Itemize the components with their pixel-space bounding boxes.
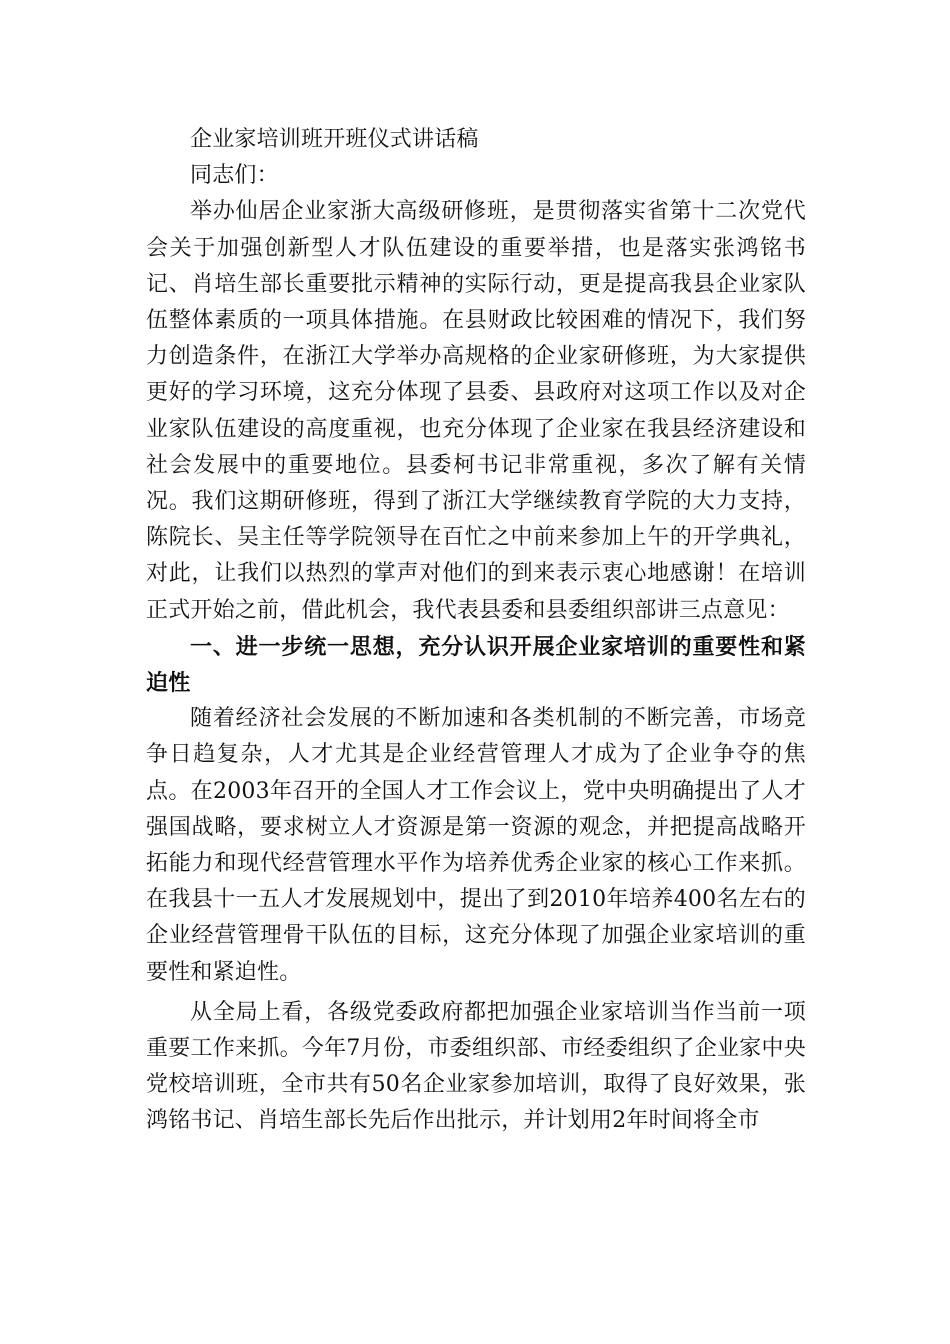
document-body <box>146 122 806 1140</box>
salutation: 同志们： <box>190 163 279 189</box>
document-title: 企业家培训班开班仪式讲话稿 <box>190 127 479 152</box>
paragraph-overall: 从全局上看，各级党委政府都把加强企业家培训当作当前一项重要工作来抓。今年7月份，市委组织部、市经委组织了企业家中央党校培训班，全市共有50名企业家参加培训，取得了良好效果，张鸿铭书记、肖培生部长先后作出批示，并计划用2年时间将全市 <box>146 999 806 1134</box>
paragraph-section-1: 随着经济社会发展的不断加速和各类机制的不断完善，市场竞争日趋复杂，人才尤其是企业经营管理人才成为了企业争夺的焦点。在2003年召开的全国人才工作会议上，党中央明确提出了人才强国战略，要求树立人才资源是第一资源的观念，并把提高战略开拓能力和现代经营管理水平作为培养优秀企业家的核心工作来抓。在我县十一五人才发展规划中，提出了到2010年培养400名左右的企业经营管理骨干队伍的目标，这充分体现了加强企业家培训的重要性和紧迫性。 <box>146 706 806 985</box>
paragraph-intro: 举办仙居企业家浙大高级研修班，是贯彻落实省第十二次党代会关于加强创新型人才队伍建设的重要举措，也是落实张鸿铭书记、肖培生部长重要批示精神的实际行动，更是提高我县企业家队伍整体素质的一项具体措施。在县财政比较困难的情况下，我们努力创造条件，在浙江大学举办高规格的企业家研修班，为大家提供更好的学习环境，这充分体现了县委、县政府对这项工作以及对企业家队伍建设的高度重视，也充分体现了企业家在我县经济建设和社会发展中的重要地位。县委柯书记非常重视，多次了解有关情况。我们这期研修班，得到了浙江大学继续教育学院的大力支持，陈院长、吴主任等学院领导在百忙之中前来参加上午的开学典礼，对此，让我们以热烈的掌声对他们的到来表示衷心地感谢！在培训正式开始之前，借此机会，我代表县委和县委组织部讲三点意见： <box>146 199 806 623</box>
section-heading-1: 一、进一步统一思想，充分认识开展企业家培训的重要性和紧迫性 <box>146 633 806 697</box>
